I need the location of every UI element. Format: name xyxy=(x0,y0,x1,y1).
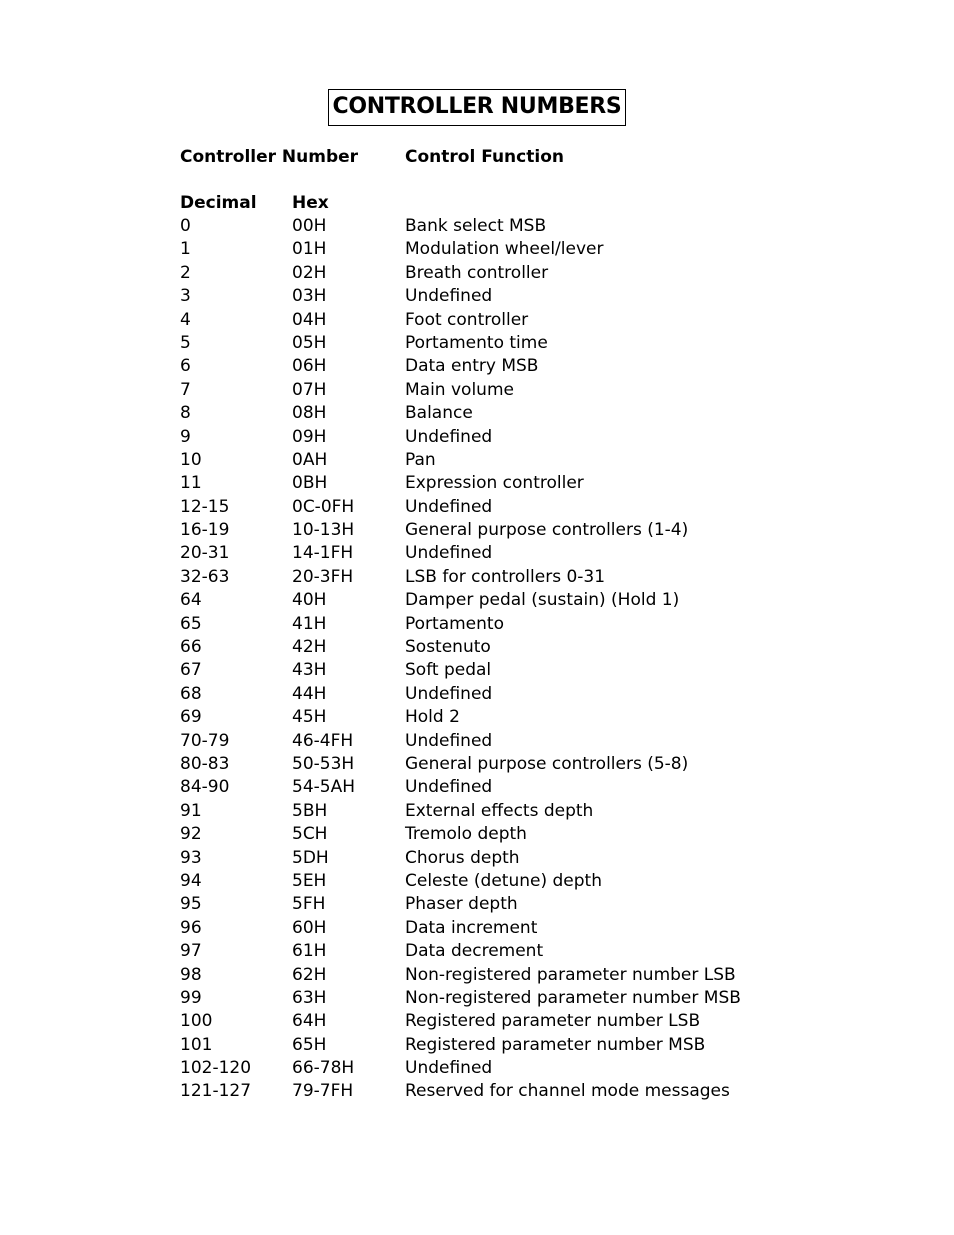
hex-cell: 79-7FH xyxy=(292,1081,354,1102)
hex-cell: 42H xyxy=(292,637,327,658)
hex-cell: 5DH xyxy=(292,847,329,868)
hex-cell: 60H xyxy=(292,917,327,938)
decimal-cell: 1 xyxy=(180,239,191,260)
function-cell: Sostenuto xyxy=(405,637,491,658)
function-cell: Phaser depth xyxy=(405,894,518,915)
hex-cell: 40H xyxy=(292,590,327,611)
function-cell: Balance xyxy=(405,403,473,424)
function-cell: Chorus depth xyxy=(405,847,520,868)
function-cell: Main volume xyxy=(405,379,514,400)
decimal-cell: 93 xyxy=(180,847,202,868)
decimal-cell: 9 xyxy=(180,426,191,447)
decimal-cell: 6 xyxy=(180,356,191,377)
table-row xyxy=(180,262,860,285)
table-row xyxy=(180,496,860,519)
function-cell: Celeste (detune) depth xyxy=(405,870,602,891)
table-row xyxy=(180,589,860,612)
hex-cell: 14-1FH xyxy=(292,543,354,564)
function-cell: General purpose controllers (5-8) xyxy=(405,753,689,774)
decimal-cell: 7 xyxy=(180,379,191,400)
function-cell: Foot controller xyxy=(405,309,529,330)
decimal-cell: 20-31 xyxy=(180,543,230,564)
hex-cell: 02H xyxy=(292,262,327,283)
controller-number-header: Controller Number xyxy=(180,147,359,167)
hex-cell: 50-53H xyxy=(292,753,355,774)
function-cell: Portamento xyxy=(405,613,504,634)
function-cell: Data entry MSB xyxy=(405,356,539,377)
function-cell: Non-registered parameter number LSB xyxy=(405,964,736,985)
decimal-cell: 8 xyxy=(180,403,191,424)
function-cell: Modulation wheel/lever xyxy=(405,239,604,260)
table-row xyxy=(180,753,860,776)
hex-cell: 09H xyxy=(292,426,327,447)
decimal-cell: 4 xyxy=(180,309,191,330)
hex-cell: 20-3FH xyxy=(292,566,354,587)
page-title: CONTROLLER NUMBERS xyxy=(328,89,627,126)
hex-cell: 5FH xyxy=(292,894,326,915)
function-cell: External effects depth xyxy=(405,800,594,821)
decimal-cell: 97 xyxy=(180,941,202,962)
decimal-cell: 67 xyxy=(180,660,202,681)
decimal-cell: 100 xyxy=(180,1011,213,1032)
decimal-cell: 68 xyxy=(180,683,202,704)
hex-cell: 43H xyxy=(292,660,327,681)
table-row xyxy=(180,426,860,449)
hex-cell: 61H xyxy=(292,941,327,962)
table-row xyxy=(180,1080,860,1103)
function-cell: Data decrement xyxy=(405,941,544,962)
function-cell: Undefined xyxy=(405,286,493,307)
hex-cell: 0AH xyxy=(292,449,328,470)
decimal-cell: 101 xyxy=(180,1034,213,1055)
title-container xyxy=(0,89,954,126)
hex-cell: 0C-0FH xyxy=(292,496,355,517)
hex-cell: 63H xyxy=(292,987,327,1008)
function-cell: Reserved for channel mode messages xyxy=(405,1081,730,1102)
decimal-cell: 91 xyxy=(180,800,202,821)
hex-cell: 0BH xyxy=(292,473,328,494)
decimal-cell: 2 xyxy=(180,262,191,283)
control-function-header: Control Function xyxy=(405,147,564,167)
table-row xyxy=(180,215,860,238)
function-cell: Data increment xyxy=(405,917,538,938)
table-row xyxy=(180,332,860,355)
table-row xyxy=(180,613,860,636)
table-row xyxy=(180,355,860,378)
decimal-cell: 66 xyxy=(180,637,202,658)
function-cell: Portamento time xyxy=(405,332,548,353)
hex-cell: 64H xyxy=(292,1011,327,1032)
table-row xyxy=(180,683,860,706)
table-row xyxy=(180,870,860,893)
function-cell: Hold 2 xyxy=(405,707,460,728)
table-row xyxy=(180,238,860,261)
hex-cell: 45H xyxy=(292,707,327,728)
decimal-cell: 16-19 xyxy=(180,520,230,541)
table-row xyxy=(180,964,860,987)
decimal-cell: 70-79 xyxy=(180,730,230,751)
function-cell: Breath controller xyxy=(405,262,549,283)
table-row xyxy=(180,285,860,308)
decimal-cell: 102-120 xyxy=(180,1058,252,1079)
table-row xyxy=(180,1034,860,1057)
function-cell: LSB for controllers 0-31 xyxy=(405,566,606,587)
table-row xyxy=(180,402,860,425)
function-cell: Soft pedal xyxy=(405,660,492,681)
hex-cell: 65H xyxy=(292,1034,327,1055)
table-row xyxy=(180,730,860,753)
decimal-cell: 69 xyxy=(180,707,202,728)
table-row xyxy=(180,893,860,916)
decimal-cell: 94 xyxy=(180,870,202,891)
hex-cell: 10-13H xyxy=(292,520,355,541)
function-cell: General purpose controllers (1-4) xyxy=(405,520,689,541)
decimal-cell: 3 xyxy=(180,286,191,307)
function-cell: Undefined xyxy=(405,730,493,751)
controller-table xyxy=(180,215,860,1104)
decimal-cell: 64 xyxy=(180,590,202,611)
hex-cell: 5CH xyxy=(292,824,328,845)
function-cell: Registered parameter number MSB xyxy=(405,1034,706,1055)
function-cell: Non-registered parameter number MSB xyxy=(405,987,741,1008)
function-cell: Undefined xyxy=(405,496,493,517)
decimal-cell: 80-83 xyxy=(180,753,230,774)
decimal-cell: 32-63 xyxy=(180,566,230,587)
decimal-cell: 98 xyxy=(180,964,202,985)
table-row xyxy=(180,847,860,870)
function-cell: Undefined xyxy=(405,426,493,447)
table-row xyxy=(180,566,860,589)
function-cell: Undefined xyxy=(405,777,493,798)
decimal-cell: 12-15 xyxy=(180,496,230,517)
table-row xyxy=(180,1010,860,1033)
hex-cell: 06H xyxy=(292,356,327,377)
decimal-cell: 99 xyxy=(180,987,202,1008)
table-row xyxy=(180,940,860,963)
function-cell: Undefined xyxy=(405,1058,493,1079)
function-cell: Registered parameter number LSB xyxy=(405,1011,701,1032)
hex-cell: 41H xyxy=(292,613,327,634)
hex-cell: 66-78H xyxy=(292,1058,355,1079)
decimal-cell: 0 xyxy=(180,216,191,236)
hex-cell: 62H xyxy=(292,964,327,985)
decimal-cell: 95 xyxy=(180,894,202,915)
table-row xyxy=(180,379,860,402)
decimal-cell: 10 xyxy=(180,449,202,470)
hex-cell: 00H xyxy=(292,216,327,236)
function-cell: Pan xyxy=(405,449,436,470)
hex-cell: 44H xyxy=(292,683,327,704)
hex-cell: 54-5AH xyxy=(292,777,355,798)
function-cell: Undefined xyxy=(405,683,493,704)
table-row xyxy=(180,519,860,542)
table-row xyxy=(180,800,860,823)
function-cell: Bank select MSB xyxy=(405,216,547,236)
table-row xyxy=(180,917,860,940)
table-row xyxy=(180,449,860,472)
table-row xyxy=(180,309,860,332)
table-row xyxy=(180,472,860,495)
decimal-cell: 121-127 xyxy=(180,1081,252,1102)
table-row xyxy=(180,823,860,846)
hex-cell: 5BH xyxy=(292,800,328,821)
function-cell: Undefined xyxy=(405,543,493,564)
decimal-cell: 92 xyxy=(180,824,202,845)
decimal-cell: 5 xyxy=(180,332,191,353)
decimal-cell: 84-90 xyxy=(180,777,230,798)
function-cell: Tremolo depth xyxy=(405,824,527,845)
hex-column-header: Hex xyxy=(292,193,329,213)
function-cell: Damper pedal (sustain) (Hold 1) xyxy=(405,590,680,611)
table-row xyxy=(180,987,860,1010)
table-row xyxy=(180,636,860,659)
table-row xyxy=(180,542,860,565)
table-row xyxy=(180,659,860,682)
function-cell: Expression controller xyxy=(405,473,584,494)
hex-cell: 04H xyxy=(292,309,327,330)
hex-cell: 05H xyxy=(292,332,327,353)
hex-cell: 03H xyxy=(292,286,327,307)
hex-cell: 01H xyxy=(292,239,327,260)
table-row xyxy=(180,776,860,799)
hex-cell: 5EH xyxy=(292,870,327,891)
table-row xyxy=(180,1057,860,1080)
decimal-column-header: Decimal xyxy=(180,193,257,213)
hex-cell: 46-4FH xyxy=(292,730,354,751)
hex-cell: 07H xyxy=(292,379,327,400)
decimal-cell: 11 xyxy=(180,473,202,494)
decimal-cell: 96 xyxy=(180,917,202,938)
table-row xyxy=(180,706,860,729)
decimal-cell: 65 xyxy=(180,613,202,634)
hex-cell: 08H xyxy=(292,403,327,424)
